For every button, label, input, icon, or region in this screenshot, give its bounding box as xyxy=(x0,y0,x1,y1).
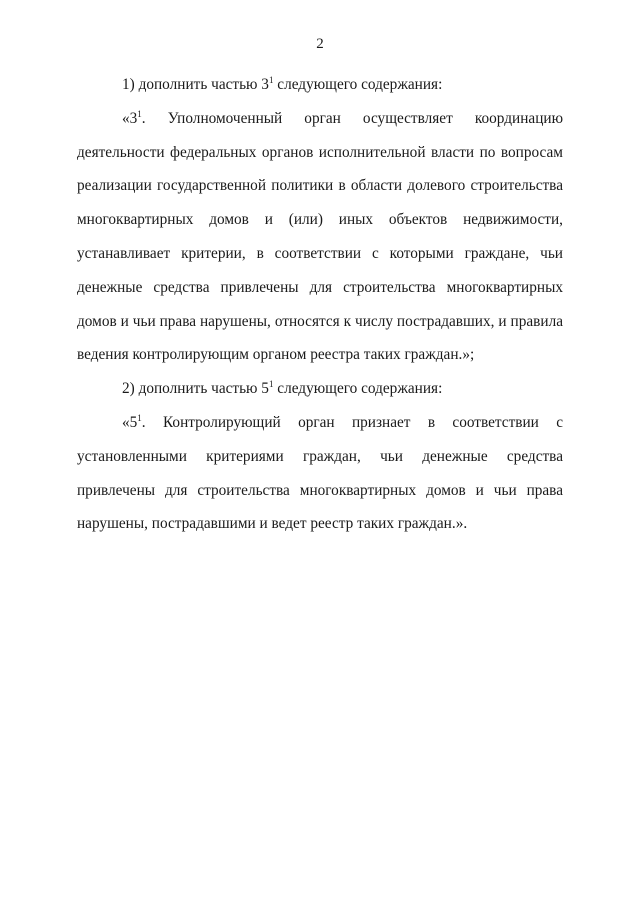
amendment-item-2 xyxy=(77,372,563,406)
amendment-item-1-lead: 1) дополнить частью 3 xyxy=(122,76,269,93)
superscript: 1 xyxy=(268,75,274,85)
quoted-part-3-1-text: . Уполномоченный орган осуществляет координацию деятельности федеральных органов исполнительной власти по вопросам реализации государственной политики в области долевого строительства многоквартирных домов и (или) иных объектов недвижимости, устанавливает критерии, в соответствии с которыми граждане, чьи денежные средства привлечены для строительства многоквартирных домов и чьи права нарушены, относятся к числу пострадавших, и правила ведения контролирующим органом реестра таких граждан.»; xyxy=(77,109,563,364)
superscript: 1 xyxy=(137,108,142,119)
amendment-item-2-lead: 2) дополнить частью 5 xyxy=(122,380,269,398)
amendment-item-1-tail: следующего содержания: xyxy=(273,76,443,93)
superscript: 1 xyxy=(268,379,274,390)
quoted-part-3-1-number: «3 xyxy=(122,109,138,127)
superscript: 1 xyxy=(137,412,142,423)
page-number: 2 xyxy=(316,36,324,52)
quoted-part-5-1-number: «5 xyxy=(122,413,138,431)
quoted-part-3-1 xyxy=(77,102,563,372)
amendment-item-1 xyxy=(77,68,563,102)
document-body xyxy=(77,68,563,541)
quoted-part-5-1 xyxy=(77,406,563,541)
quoted-part-5-1-text: . Контролирующий орган признает в соответствии с установленными критериями граждан, чьи денежные средства привлечены для строительства многоквартирных домов и чьи права нарушены, пострадавшими и ведет реестр таких граждан.». xyxy=(77,413,563,533)
amendment-item-2-tail: следующего содержания: xyxy=(273,380,443,398)
